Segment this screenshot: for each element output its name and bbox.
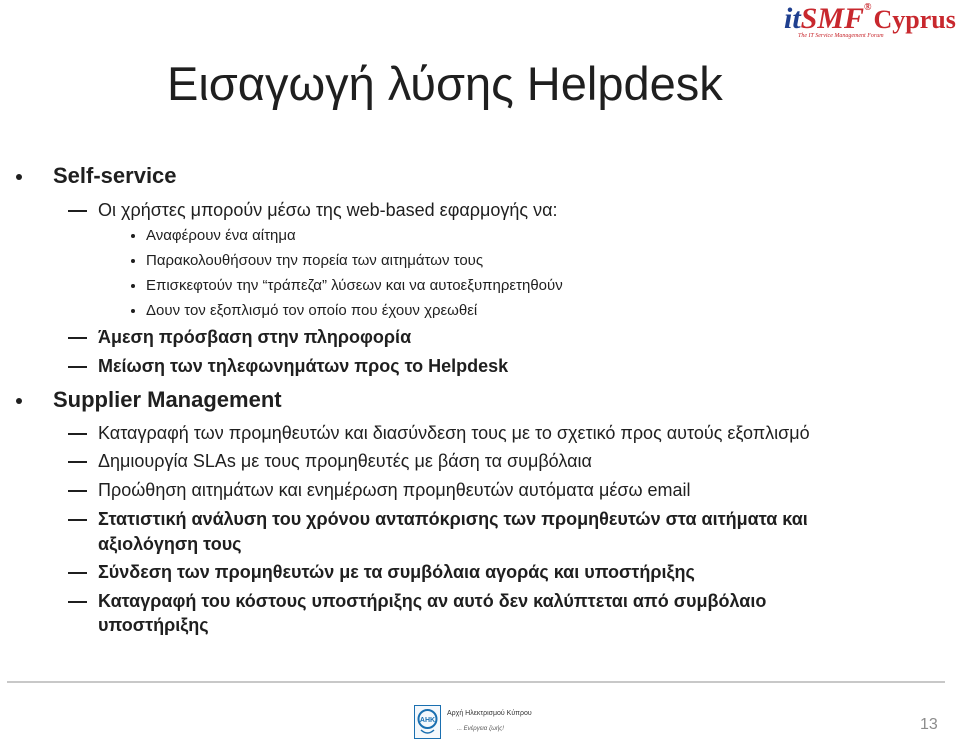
self-service-item: Επισκεφτούν την “τράπεζα” λύσεων και να αυτοεξυπηρετηθούν (146, 277, 563, 294)
bullet-small (131, 234, 135, 238)
logo-its: it (784, 2, 801, 35)
dash-marker (68, 366, 87, 368)
footer-org: Αρχή Ηλεκτρισμού Κύπρου (447, 710, 532, 717)
self-service-access: Άμεση πρόσβαση στην πληροφορία (98, 327, 412, 347)
bullet-small (131, 309, 135, 313)
dash-marker (68, 461, 87, 463)
supplier-item: Καταγραφή των προμηθευτών και διασύνδεση τους με το σχετικό προς αυτούς εξοπλισμό (98, 423, 810, 443)
supplier-bold-item-cont: αξιολόγηση τους (98, 534, 242, 554)
self-service-item: Δουν τον εξοπλισμό τον οποίο που έχουν χρεωθεί (146, 302, 478, 319)
eac-logo (414, 705, 441, 739)
bullet-dot (16, 398, 22, 404)
dash-marker (68, 572, 87, 574)
bullet-small (131, 284, 135, 288)
bullet-dot (16, 174, 22, 180)
self-service-intro: Οι χρήστες μπορούν μέσω της web-based εφαρμογής να: (98, 200, 558, 220)
dash-marker (68, 490, 87, 492)
section-heading-self-service: Self-service (53, 163, 177, 188)
page-number: 13 (920, 716, 938, 733)
eac-logo-text: AHK (419, 717, 436, 724)
section-heading-supplier: Supplier Management (53, 387, 282, 412)
self-service-item: Αναφέρουν ένα αίτημα (146, 227, 296, 244)
supplier-item: Προώθηση αιτημάτων και ενημέρωση προμηθευτών αυτόματα μέσω email (98, 480, 691, 500)
logo-tagline: The IT Service Management Forum (798, 33, 884, 39)
dash-marker (68, 337, 87, 339)
supplier-bold-item: Στατιστική ανάλυση του χρόνου ανταπόκρισης των προμηθευτών στα αιτήματα και (98, 509, 808, 529)
supplier-bold-item: Καταγραφή του κόστους υποστήριξης αν αυτό δεν καλύπτεται από συμβόλαιο (98, 591, 767, 611)
dash-marker (68, 601, 87, 603)
footer-slogan: ... Ενέργεια ζωής! (457, 726, 504, 732)
self-service-item: Παρακολουθήσουν την πορεία των αιτημάτων τους (146, 252, 484, 269)
supplier-item: Δημιουργία SLAs με τους προμηθευτές με βάση τα συμβόλαια (98, 451, 592, 471)
dash-marker (68, 210, 87, 212)
itsmf-cyprus-logo (784, 2, 956, 44)
logo-country: Cyprus (873, 5, 956, 34)
dash-marker (68, 519, 87, 521)
logo-reg: ® (864, 2, 872, 13)
supplier-bold-item-cont: υποστήριξης (98, 615, 209, 635)
bullet-small (131, 259, 135, 263)
dash-marker (68, 433, 87, 435)
self-service-calls: Μείωση των τηλεφωνημάτων προς το Helpdesk (98, 356, 509, 376)
slide-title: Εισαγωγή λύσης Helpdesk (167, 57, 723, 110)
logo-smf: SMF (800, 2, 865, 35)
footer-divider (7, 681, 945, 683)
supplier-bold-item: Σύνδεση των προμηθευτών με τα συμβόλαια αγοράς και υποστήριξης (98, 562, 695, 582)
